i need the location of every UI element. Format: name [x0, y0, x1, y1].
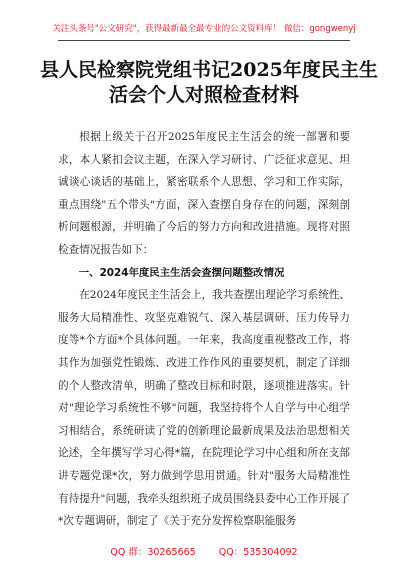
qq-group-number: QQ 群：30265665	[110, 547, 196, 558]
section-paragraph: 在2024年度民主生活会上，我共查摆出理论学习系统性、服务大局精准性、攻坚克难锐气、深入基层调研、压力传导力度等*个方面*个具体问题。一年来，我高度重视整改工作，将其作为加强党性锻炼、改进工作作风的重要契机，制定了详细的个人整改清单，明确了整改目标和时限，逐项推进落实。针对"理论学习系统性不够"问题，我坚持将个人自学与中心组学习相结合，系统研读了党的创新理论最新成果及法治思想相关论述，全年撰写学习心得*篇，在院理论学习中心组和所在支部讲专题党课*次，努力做到学思用贯通。针对"服务大局精准性有待提升"问题，我牵头组织班子成员围绕县委中心工作开展了*次专题调研，制定了《关于充分发挥检察职能服务	[58, 289, 350, 528]
header-divider	[58, 40, 350, 41]
section-heading: 一、2024年度民主生活会查摆问题整改情况	[78, 266, 285, 279]
title-line-1: 县人民检察院党组书记2025年度民主生	[40, 59, 378, 81]
document-title	[40, 58, 378, 108]
header-banner: 关注头条号"公文研究"，获得最新最全最专业的公文资料库！ 微信：gongwenyj	[52, 24, 356, 34]
qq-number: QQ：535304092	[218, 547, 298, 558]
title-line-2: 活会个人对照检查材料	[108, 84, 299, 106]
document-body	[58, 126, 350, 533]
footer-contact	[0, 544, 408, 558]
intro-paragraph: 根据上级关于召开2025年度民主生活会的统一部署和要求，本人紧扣会议主题，在深入学习研讨、广泛征求意见、坦诚谈心谈话的基础上，紧密联系个人思想、学习和工作实际，重点围绕"五个带头"方面，深入查摆自身存在的问题，深刻剖析问题根源，并明确了今后的努力方向和改进措施。现将对照检查情况报告如下：	[58, 131, 350, 256]
